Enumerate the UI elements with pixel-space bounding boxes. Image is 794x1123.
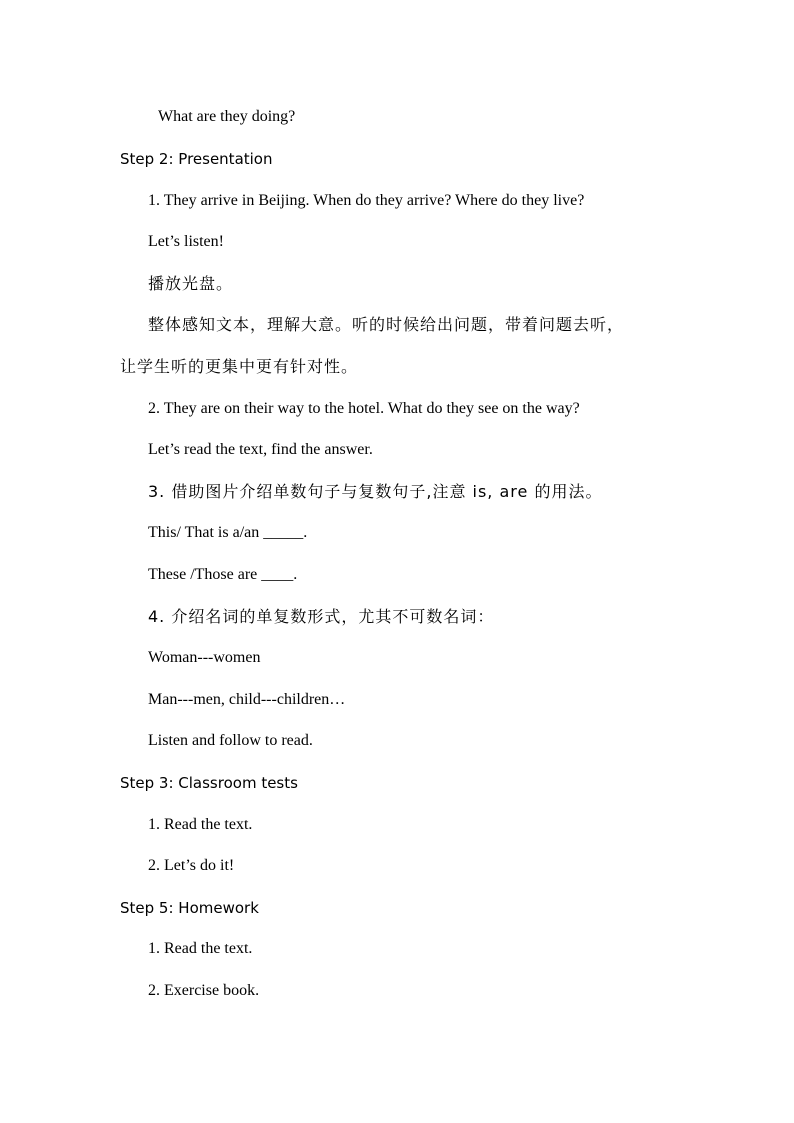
question-line: What are they doing? xyxy=(158,108,296,125)
play-disc-line: 播放光盘。 xyxy=(148,274,234,293)
step-5-item-2: 2. Exercise book. xyxy=(148,982,260,999)
step-5-heading: Step 5: Homework xyxy=(120,899,259,917)
step-5-item-1: 1. Read the text. xyxy=(148,940,253,957)
item-2-line: 2. They are on their way to the hotel. What do they see on the way? xyxy=(148,400,580,417)
step-3-item-1: 1. Read the text. xyxy=(148,816,253,833)
item-3-line: 3. 借助图片介绍单数句子与复数句子,注意 is, are 的用法。 xyxy=(148,482,603,501)
man-child-plural-line: Man---men, child---children… xyxy=(148,691,346,708)
listen-follow-line: Listen and follow to read. xyxy=(148,732,313,749)
step-2-heading: Step 2: Presentation xyxy=(120,150,273,168)
note-line-2: 让学生听的更集中更有针对性。 xyxy=(120,357,359,376)
listen-line: Let’s listen! xyxy=(148,233,224,250)
step-3-item-2: 2. Let’s do it! xyxy=(148,857,235,874)
singular-sentence-line: This/ That is a/an _____. xyxy=(148,524,308,541)
read-text-line: Let’s read the text, find the answer. xyxy=(148,441,373,458)
plural-sentence-line: These /Those are ____. xyxy=(148,566,298,583)
woman-plural-line: Woman---women xyxy=(148,649,261,666)
item-4-line: 4. 介绍名词的单复数形式，尤其不可数名词： xyxy=(148,607,495,626)
item-1-line: 1. They arrive in Beijing. When do they arrive? Where do they live? xyxy=(148,192,585,209)
step-3-heading: Step 3: Classroom tests xyxy=(120,774,298,792)
note-line-1: 整体感知文本，理解大意。听的时候给出问题，带着问题去听， xyxy=(148,315,625,334)
